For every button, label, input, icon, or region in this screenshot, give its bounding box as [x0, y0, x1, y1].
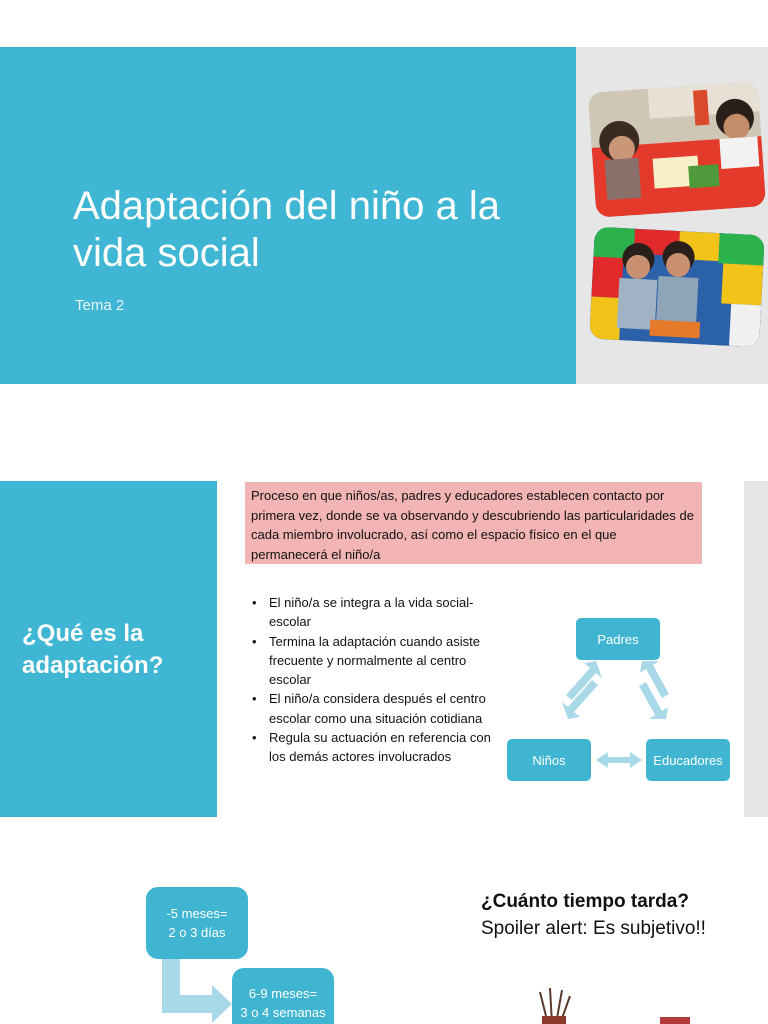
diagram-node-ninos: Niños — [507, 739, 591, 781]
bullet-item: • El niño/a se integra a la vida social-escolar — [252, 593, 502, 632]
step-line: 6-9 meses= — [248, 986, 318, 1001]
step-box-under-5-months — [146, 887, 248, 959]
duration-slide — [0, 860, 768, 1024]
bullet-item: • Termina la adaptación cuando asiste frecuente y normalmente al centro escolar — [252, 632, 502, 690]
next-slide-edge — [744, 481, 768, 817]
slide-title: Adaptación del niño a la vida social — [73, 184, 500, 275]
children-blocks-photo — [589, 227, 765, 348]
definition-box: Proceso en que niños/as, padres y educadores establecen contacto por primera vez, donde se va observando y descubriendo las particularidades de cada miembro involucrado, así como el espacio físico en el que permanecerá el niño/a — [245, 482, 702, 564]
bullet-list — [252, 593, 502, 767]
definition-slide-title: ¿Qué es la adaptación? — [22, 620, 164, 679]
children-drawing-photo — [588, 81, 766, 218]
step-box-6-9-months — [232, 968, 334, 1024]
title-slide — [0, 47, 768, 384]
feather-headdress-illustration — [534, 986, 574, 1024]
diagram-node-educadores: Educadores — [646, 739, 730, 781]
slide-subtitle: Tema 2 — [75, 297, 125, 314]
step-line: 3 o 4 semanas — [240, 1005, 326, 1020]
diagram-node-padres: Padres — [576, 618, 660, 660]
bullet-item: • El niño/a considera después el centro escolar como una situación cotidiana — [252, 689, 502, 728]
definition-slide — [0, 481, 768, 817]
step-line: 2 o 3 días — [168, 925, 226, 940]
duration-question: ¿Cuánto tiempo tarda? — [481, 891, 689, 912]
duration-answer: Spoiler alert: Es subjetivo!! — [481, 918, 706, 939]
arrow-ninos-educadores — [596, 752, 642, 768]
partial-illustration — [660, 1015, 690, 1024]
bullet-item: • Regula su actuación en referencia con los demás actores involucrados — [252, 728, 502, 767]
step-line: -5 meses= — [166, 906, 228, 921]
